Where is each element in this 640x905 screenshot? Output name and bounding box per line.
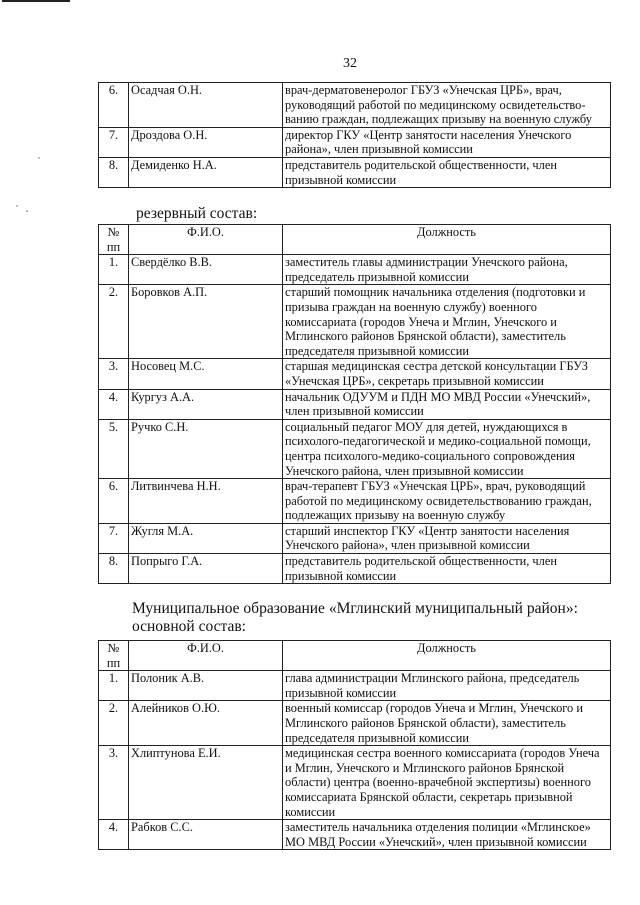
table-row [99, 479, 611, 524]
row-name: Попрыго Г.А. [129, 554, 283, 584]
table-row [99, 157, 611, 187]
row-position: начальник ОДУУМ и ПДН МО МВД России «Унечский», член призывной комиссии [283, 389, 611, 419]
row-number: 4. [99, 389, 129, 419]
table-row [99, 671, 611, 701]
row-name: Хлиптунова Е.И. [129, 746, 283, 820]
row-position: заместитель главы администрации Унечского района, председатель призывной комиссии [283, 255, 611, 285]
table-mglin-main [98, 640, 611, 850]
scan-speck [38, 157, 40, 159]
page-number: 32 [343, 56, 357, 71]
table-row [99, 127, 611, 157]
row-name: Полоник А.В. [129, 671, 283, 701]
row-name: Ручко С.Н. [129, 419, 283, 478]
table-row [99, 83, 611, 128]
table-row [99, 523, 611, 553]
table-row [99, 820, 611, 850]
row-number: 4. [99, 820, 129, 850]
row-name: Носовец М.С. [129, 359, 283, 389]
row-position: директор ГКУ «Центр занятости населения Унечского района», член призывной комиссии [283, 127, 611, 157]
row-number: 8. [99, 157, 129, 187]
row-name: Литвинчева Н.Н. [129, 479, 283, 524]
header-num: № пп [99, 225, 129, 255]
table-row [99, 255, 611, 285]
table-row [99, 359, 611, 389]
table-row [99, 419, 611, 478]
table-row [99, 554, 611, 584]
row-number: 5. [99, 419, 129, 478]
header-name: Ф.И.О. [129, 225, 283, 255]
header-name: Ф.И.О. [129, 641, 283, 671]
row-number: 2. [99, 701, 129, 746]
header-position: Должность [283, 641, 611, 671]
row-number: 7. [99, 523, 129, 553]
reserve-heading: резервный состав: [136, 205, 258, 222]
row-name: Демиденко Н.А. [129, 157, 283, 187]
row-number: 3. [99, 359, 129, 389]
table-header-row [99, 641, 611, 671]
row-number: 6. [99, 83, 129, 128]
row-number: 1. [99, 255, 129, 285]
table-row [99, 746, 611, 820]
row-position: представитель родительской общественности, член призывной комиссии [283, 554, 611, 584]
row-number: 6. [99, 479, 129, 524]
row-position: врач-дерматовенеролог ГБУЗ «Унечская ЦРБ», врач, руководящий работой по медицинскому освидетельство-ванию граждан, подлежащих призыву на военную службу [283, 83, 611, 128]
row-position: старший помощник начальника отделения (подготовки и призыва граждан на военную службу) военного комиссариата (городов Унеча и Мглин, Унечского и Мглинского районов Брянской области), заместитель председателя призывной комиссии [283, 285, 611, 359]
row-position: глава администрации Мглинского района, председатель призывной комиссии [283, 671, 611, 701]
header-num: № пп [99, 641, 129, 671]
row-position: социальный педагог МОУ для детей, нуждающихся в психолого-педагогической и медико-социальной помощи, центра психолого-медико-социального сопровождения Унечского района, член призывной комиссии [283, 419, 611, 478]
table-reserve [98, 224, 611, 584]
row-position: старший инспектор ГКУ «Центр занятости населения Унечского района», член призывной комиссии [283, 523, 611, 553]
row-name: Жугля М.А. [129, 523, 283, 553]
row-position: медицинская сестра военного комиссариата (городов Унеча и Мглин, Унечского и Мглинского районов Брянской области) центра (военно-врачебной экспертизы) военного комиссариата Брянской области, секретарь призывной комиссии [283, 746, 611, 820]
row-number: 8. [99, 554, 129, 584]
row-position: заместитель начальника отделения полиции «Мглинское» МО МВД России «Унечский», член призывной комиссии [283, 820, 611, 850]
row-name: Свердёлко В.В. [129, 255, 283, 285]
row-name: Осадчая О.Н. [129, 83, 283, 128]
table-row [99, 701, 611, 746]
table-row [99, 285, 611, 359]
row-name: Алейников О.Ю. [129, 701, 283, 746]
top-edge-rule [2, 0, 70, 2]
row-number: 2. [99, 285, 129, 359]
table-main-continued [98, 82, 611, 188]
scan-speck [26, 210, 28, 212]
scan-speck [16, 205, 18, 207]
table-header-row [99, 225, 611, 255]
main-composition-heading: основной состав: [132, 618, 246, 635]
row-name: Боровков А.П. [129, 285, 283, 359]
municipal-heading: Муниципальное образование «Мглинский муниципальный район»: [132, 600, 578, 617]
table-row [99, 389, 611, 419]
row-position: врач-терапевт ГБУЗ «Унечская ЦРБ», врач, руководящий работой по медицинскому освидетельствованию граждан, подлежащих призыву на военную службу [283, 479, 611, 524]
header-position: Должность [283, 225, 611, 255]
row-number: 7. [99, 127, 129, 157]
row-number: 3. [99, 746, 129, 820]
row-position: представитель родительской общественности, член призывной комиссии [283, 157, 611, 187]
row-position: военный комиссар (городов Унеча и Мглин, Унечского и Мглинского районов Брянской области), заместитель председателя призывной комиссии [283, 701, 611, 746]
row-name: Дроздова О.Н. [129, 127, 283, 157]
row-name: Кургуз А.А. [129, 389, 283, 419]
row-position: старшая медицинская сестра детской консультации ГБУЗ «Унечская ЦРБ», секретарь призывной комиссии [283, 359, 611, 389]
row-name: Рабков С.С. [129, 820, 283, 850]
row-number: 1. [99, 671, 129, 701]
